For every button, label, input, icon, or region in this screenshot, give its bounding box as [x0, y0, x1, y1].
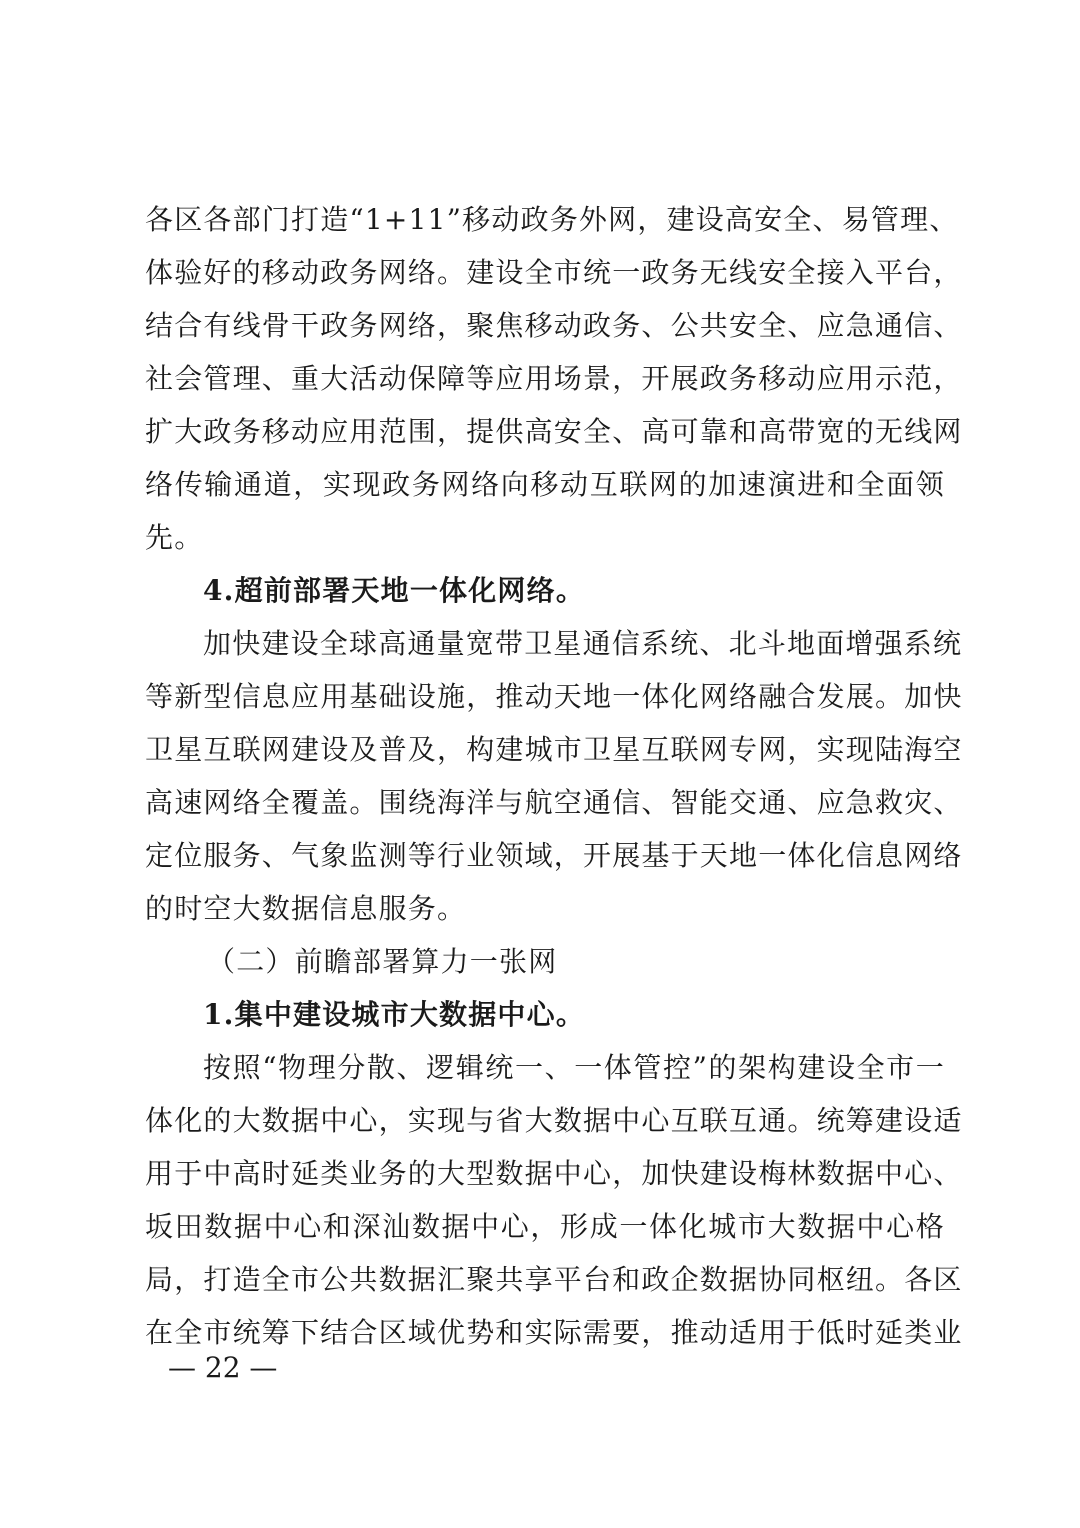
document-body [145, 193, 963, 1359]
text-line: 卫星互联网建设及普及，构建城市卫星互联网专网，实现陆海空 [145, 733, 963, 766]
section-heading: （二）前瞻部署算力一张网 [207, 945, 558, 978]
text-line: 体验好的移动政务网络。建设全市统一政务无线安全接入平台， [145, 256, 963, 289]
text-line: 按照“物理分散、逻辑统一、一体管控”的架构建设全市一 [203, 1051, 945, 1084]
section-heading: 1.集中建设城市大数据中心。 [203, 998, 586, 1031]
text-line: 等新型信息应用基础设施，推动天地一体化网络融合发展。加快 [145, 680, 963, 713]
text-line: 用于中高时延类业务的大型数据中心，加快建设梅林数据中心、 [145, 1157, 963, 1190]
text-line: 各区各部门打造“1+11”移动政务外网，建设高安全、易管理、 [145, 203, 959, 236]
text-line: 定位服务、气象监测等行业领域，开展基于天地一体化信息网络 [145, 839, 963, 872]
text-line: 社会管理、重大活动保障等应用场景，开展政务移动应用示范， [145, 362, 963, 395]
section-heading: 4.超前部署天地一体化网络。 [203, 574, 586, 607]
text-line: 络传输通道，实现政务网络向移动互联网的加速演进和全面领 [145, 468, 945, 501]
text-line: 在全市统筹下结合区域优势和实际需要，推动适用于低时延类业 [145, 1316, 963, 1349]
text-line: 先。 [145, 521, 204, 554]
text-line: 高速网络全覆盖。围绕海洋与航空通信、智能交通、应急救灾、 [145, 786, 963, 819]
text-line: 体化的大数据中心，实现与省大数据中心互联互通。统筹建设适 [145, 1104, 963, 1137]
text-line: 扩大政务移动应用范围，提供高安全、高可靠和高带宽的无线网 [145, 415, 963, 448]
text-line: 局，打造全市公共数据汇聚共享平台和政企数据协同枢纽。各区 [145, 1263, 963, 1296]
text-line: 的时空大数据信息服务。 [145, 892, 467, 925]
text-line: 加快建设全球高通量宽带卫星通信系统、北斗地面增强系统 [203, 627, 963, 660]
text-line: 结合有线骨干政务网络，聚焦移动政务、公共安全、应急通信、 [145, 309, 963, 342]
text-line: 坂田数据中心和深汕数据中心，形成一体化城市大数据中心格 [145, 1210, 945, 1243]
page-number: — 22 — [168, 1351, 278, 1384]
